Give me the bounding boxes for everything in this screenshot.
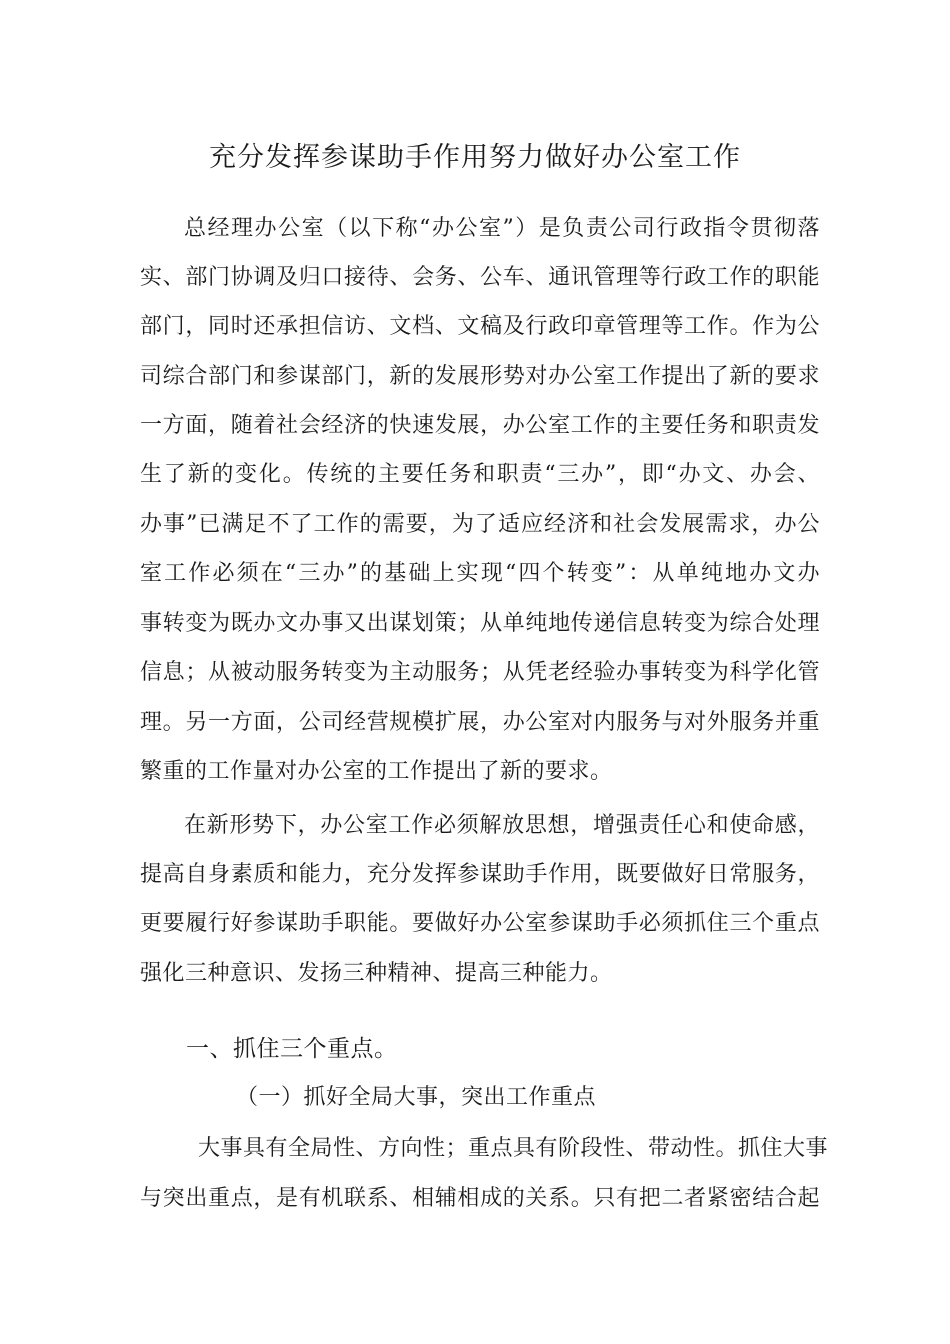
paragraph-2-line: 强化三种意识、发扬三种精神、提高三种能力。: [140, 961, 613, 986]
paragraph-3-line: 大事具有全局性、方向性；重点具有阶段性、带动性。抓住大事: [198, 1136, 829, 1161]
paragraph-2-line: 在新形势下，办公室工作必须解放思想，增强责任心和使命感，: [184, 813, 820, 838]
document-title: 充分发挥参谋助手作用努力做好办公室工作: [209, 142, 741, 173]
paragraph-1-line: 繁重的工作量对办公室的工作提出了新的要求。: [140, 759, 613, 784]
paragraph-2-line: 提高自身素质和能力，充分发挥参谋助手作用，既要做好日常服务，: [140, 862, 820, 887]
subsection-heading: （一）抓好全局大事，突出工作重点: [236, 1085, 597, 1110]
paragraph-2-line: 更要履行好参谋助手职能。要做好办公室参谋助手必须抓住三个重点: [140, 911, 820, 936]
paragraph-1-line: 司综合部门和参谋部门，新的发展形势对办公室工作提出了新的要求: [140, 364, 820, 389]
paragraph-1-line: 一方面，随着社会经济的快速发展，办公室工作的主要任务和职责发: [140, 413, 820, 438]
paragraph-1-line: 办事”已满足不了工作的需要，为了适应经济和社会发展需求，办公: [140, 512, 820, 537]
paragraph-1-line: 信息；从被动服务转变为主动服务；从凭老经验办事转变为科学化管: [140, 660, 820, 685]
paragraph-1-line: 总经理办公室（以下称“办公室”）是负责公司行政指令贯彻落: [184, 216, 820, 241]
section-heading: 一、抓住三个重点。: [186, 1036, 398, 1062]
paragraph-1-line: 实、部门协调及归口接待、会务、公车、通讯管理等行政工作的职能: [140, 265, 820, 290]
paragraph-3-line: 与突出重点，是有机联系、相辅相成的关系。只有把二者紧密结合起: [140, 1186, 820, 1211]
paragraph-1-line: 事转变为既办文办事又出谋划策；从单纯地传递信息转变为综合处理: [140, 611, 820, 636]
paragraph-1-line: 生了新的变化。传统的主要任务和职责“三办”，即“办文、办会、: [140, 462, 820, 487]
paragraph-1-line: 理。另一方面，公司经营规模扩展，办公室对内服务与对外服务并重: [140, 710, 820, 735]
paragraph-1-line: 室工作必须在“三办”的基础上实现“四个转变”：从单纯地办文办: [140, 561, 820, 586]
paragraph-1-line: 部门，同时还承担信访、文档、文稿及行政印章管理等工作。作为公: [140, 314, 820, 339]
